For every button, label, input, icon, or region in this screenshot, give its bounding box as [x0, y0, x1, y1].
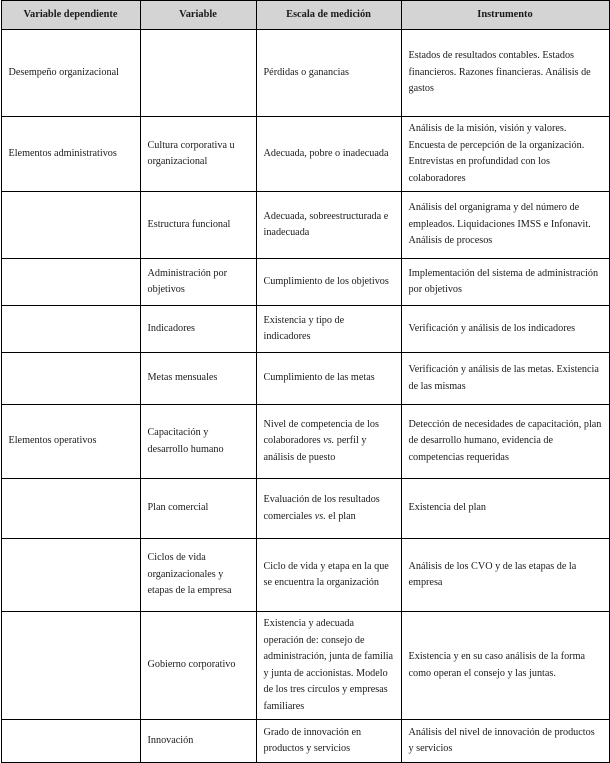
table-row	[1, 353, 609, 405]
table-row	[1, 306, 609, 353]
cell-variable: Ciclos de vida organizacionales y etapas de la empresa	[140, 539, 256, 612]
cell-variable: Estructura funcional	[140, 192, 256, 259]
cell-variable	[140, 30, 256, 117]
versus-emphasis: vs.	[323, 435, 335, 447]
cell-escala-de-medicion: Adecuada, sobreestructurada e inadecuada	[256, 192, 401, 259]
cell-escala-de-medicion: Grado de innovación en productos y servicios	[256, 720, 401, 763]
table-row	[1, 539, 609, 612]
cell-instrumento: Verificación y análisis de los indicadores	[401, 306, 609, 353]
cell-variable-dependiente: Elementos administrativos	[1, 117, 140, 192]
cell-instrumento: Implementación del sistema de administración por objetivos	[401, 259, 609, 306]
column-header-variable-dependiente: Variable dependiente	[1, 1, 140, 30]
cell-instrumento: Análisis del nivel de innovación de productos y servicios	[401, 720, 609, 763]
cell-escala-de-medicion: Nivel de competencia de los colaboradores vs. perfil y análisis de puesto	[256, 405, 401, 479]
column-header-instrumento: Instrumento	[401, 1, 609, 30]
cell-instrumento: Existencia y en su caso análisis de la forma como operan el consejo y las juntas.	[401, 612, 609, 720]
cell-variable: Plan comercial	[140, 479, 256, 539]
cell-variable: Metas mensuales	[140, 353, 256, 405]
cell-instrumento: Análisis de los CVO y de las etapas de la empresa	[401, 539, 609, 612]
table-header	[1, 1, 609, 30]
table-row	[1, 479, 609, 539]
table-row	[1, 720, 609, 763]
cell-variable: Cultura corporativa u organizacional	[140, 117, 256, 192]
table-header-row	[1, 1, 609, 30]
cell-escala-de-medicion: Cumplimiento de las metas	[256, 353, 401, 405]
cell-variable: Innovación	[140, 720, 256, 763]
cell-instrumento: Detección de necesidades de capacitación, plan de desarrollo humano, evidencia de competencias requeridas	[401, 405, 609, 479]
cell-variable-dependiente: Elementos operativos	[1, 405, 140, 479]
cell-escala-de-medicion: Evaluación de los resultados comerciales vs. el plan	[256, 479, 401, 539]
table-row	[1, 192, 609, 259]
cell-escala-de-medicion: Existencia y tipo de indicadores	[256, 306, 401, 353]
column-header-escala-de-medicion: Escala de medición	[256, 1, 401, 30]
cell-variable: Gobierno corporativo	[140, 612, 256, 720]
cell-escala-de-medicion: Existencia y adecuada operación de: consejo de administración, junta de familia y junta de accionistas. Modelo de los tres círculos y empresas familiares	[256, 612, 401, 720]
table-body	[1, 30, 609, 763]
versus-emphasis: vs.	[314, 510, 326, 522]
column-header-variable: Variable	[140, 1, 256, 30]
cell-variable-dependiente	[1, 192, 140, 259]
table-row	[1, 612, 609, 720]
table-row	[1, 259, 609, 306]
cell-variable: Administración por objetivos	[140, 259, 256, 306]
table-row	[1, 117, 609, 192]
cell-variable-dependiente	[1, 479, 140, 539]
cell-escala-de-medicion: Ciclo de vida y etapa en la que se encuentra la organización	[256, 539, 401, 612]
cell-variable-dependiente	[1, 720, 140, 763]
cell-variable: Indicadores	[140, 306, 256, 353]
cell-variable-dependiente	[1, 306, 140, 353]
cell-variable-dependiente	[1, 259, 140, 306]
cell-instrumento: Existencia del plan	[401, 479, 609, 539]
variables-matrix-table	[1, 0, 610, 763]
cell-instrumento: Análisis del organigrama y del número de empleados. Liquidaciones IMSS e Infonavit. Análisis de procesos	[401, 192, 609, 259]
cell-variable: Capacitación y desarrollo humano	[140, 405, 256, 479]
cell-variable-dependiente	[1, 539, 140, 612]
cell-instrumento: Estados de resultados contables. Estados financieros. Razones financieras. Análisis de gastos	[401, 30, 609, 117]
cell-escala-de-medicion: Pérdidas o ganancias	[256, 30, 401, 117]
cell-instrumento: Verificación y análisis de las metas. Existencia de las mismas	[401, 353, 609, 405]
cell-variable-dependiente	[1, 612, 140, 720]
table-row	[1, 30, 609, 117]
table-row	[1, 405, 609, 479]
cell-variable-dependiente: Desempeño organizacional	[1, 30, 140, 117]
cell-variable-dependiente	[1, 353, 140, 405]
cell-escala-de-medicion: Adecuada, pobre o inadecuada	[256, 117, 401, 192]
cell-escala-de-medicion: Cumplimiento de los objetivos	[256, 259, 401, 306]
cell-instrumento: Análisis de la misión, visión y valores. Encuesta de percepción de la organización. Entrevistas en profundidad con los colaboradores	[401, 117, 609, 192]
